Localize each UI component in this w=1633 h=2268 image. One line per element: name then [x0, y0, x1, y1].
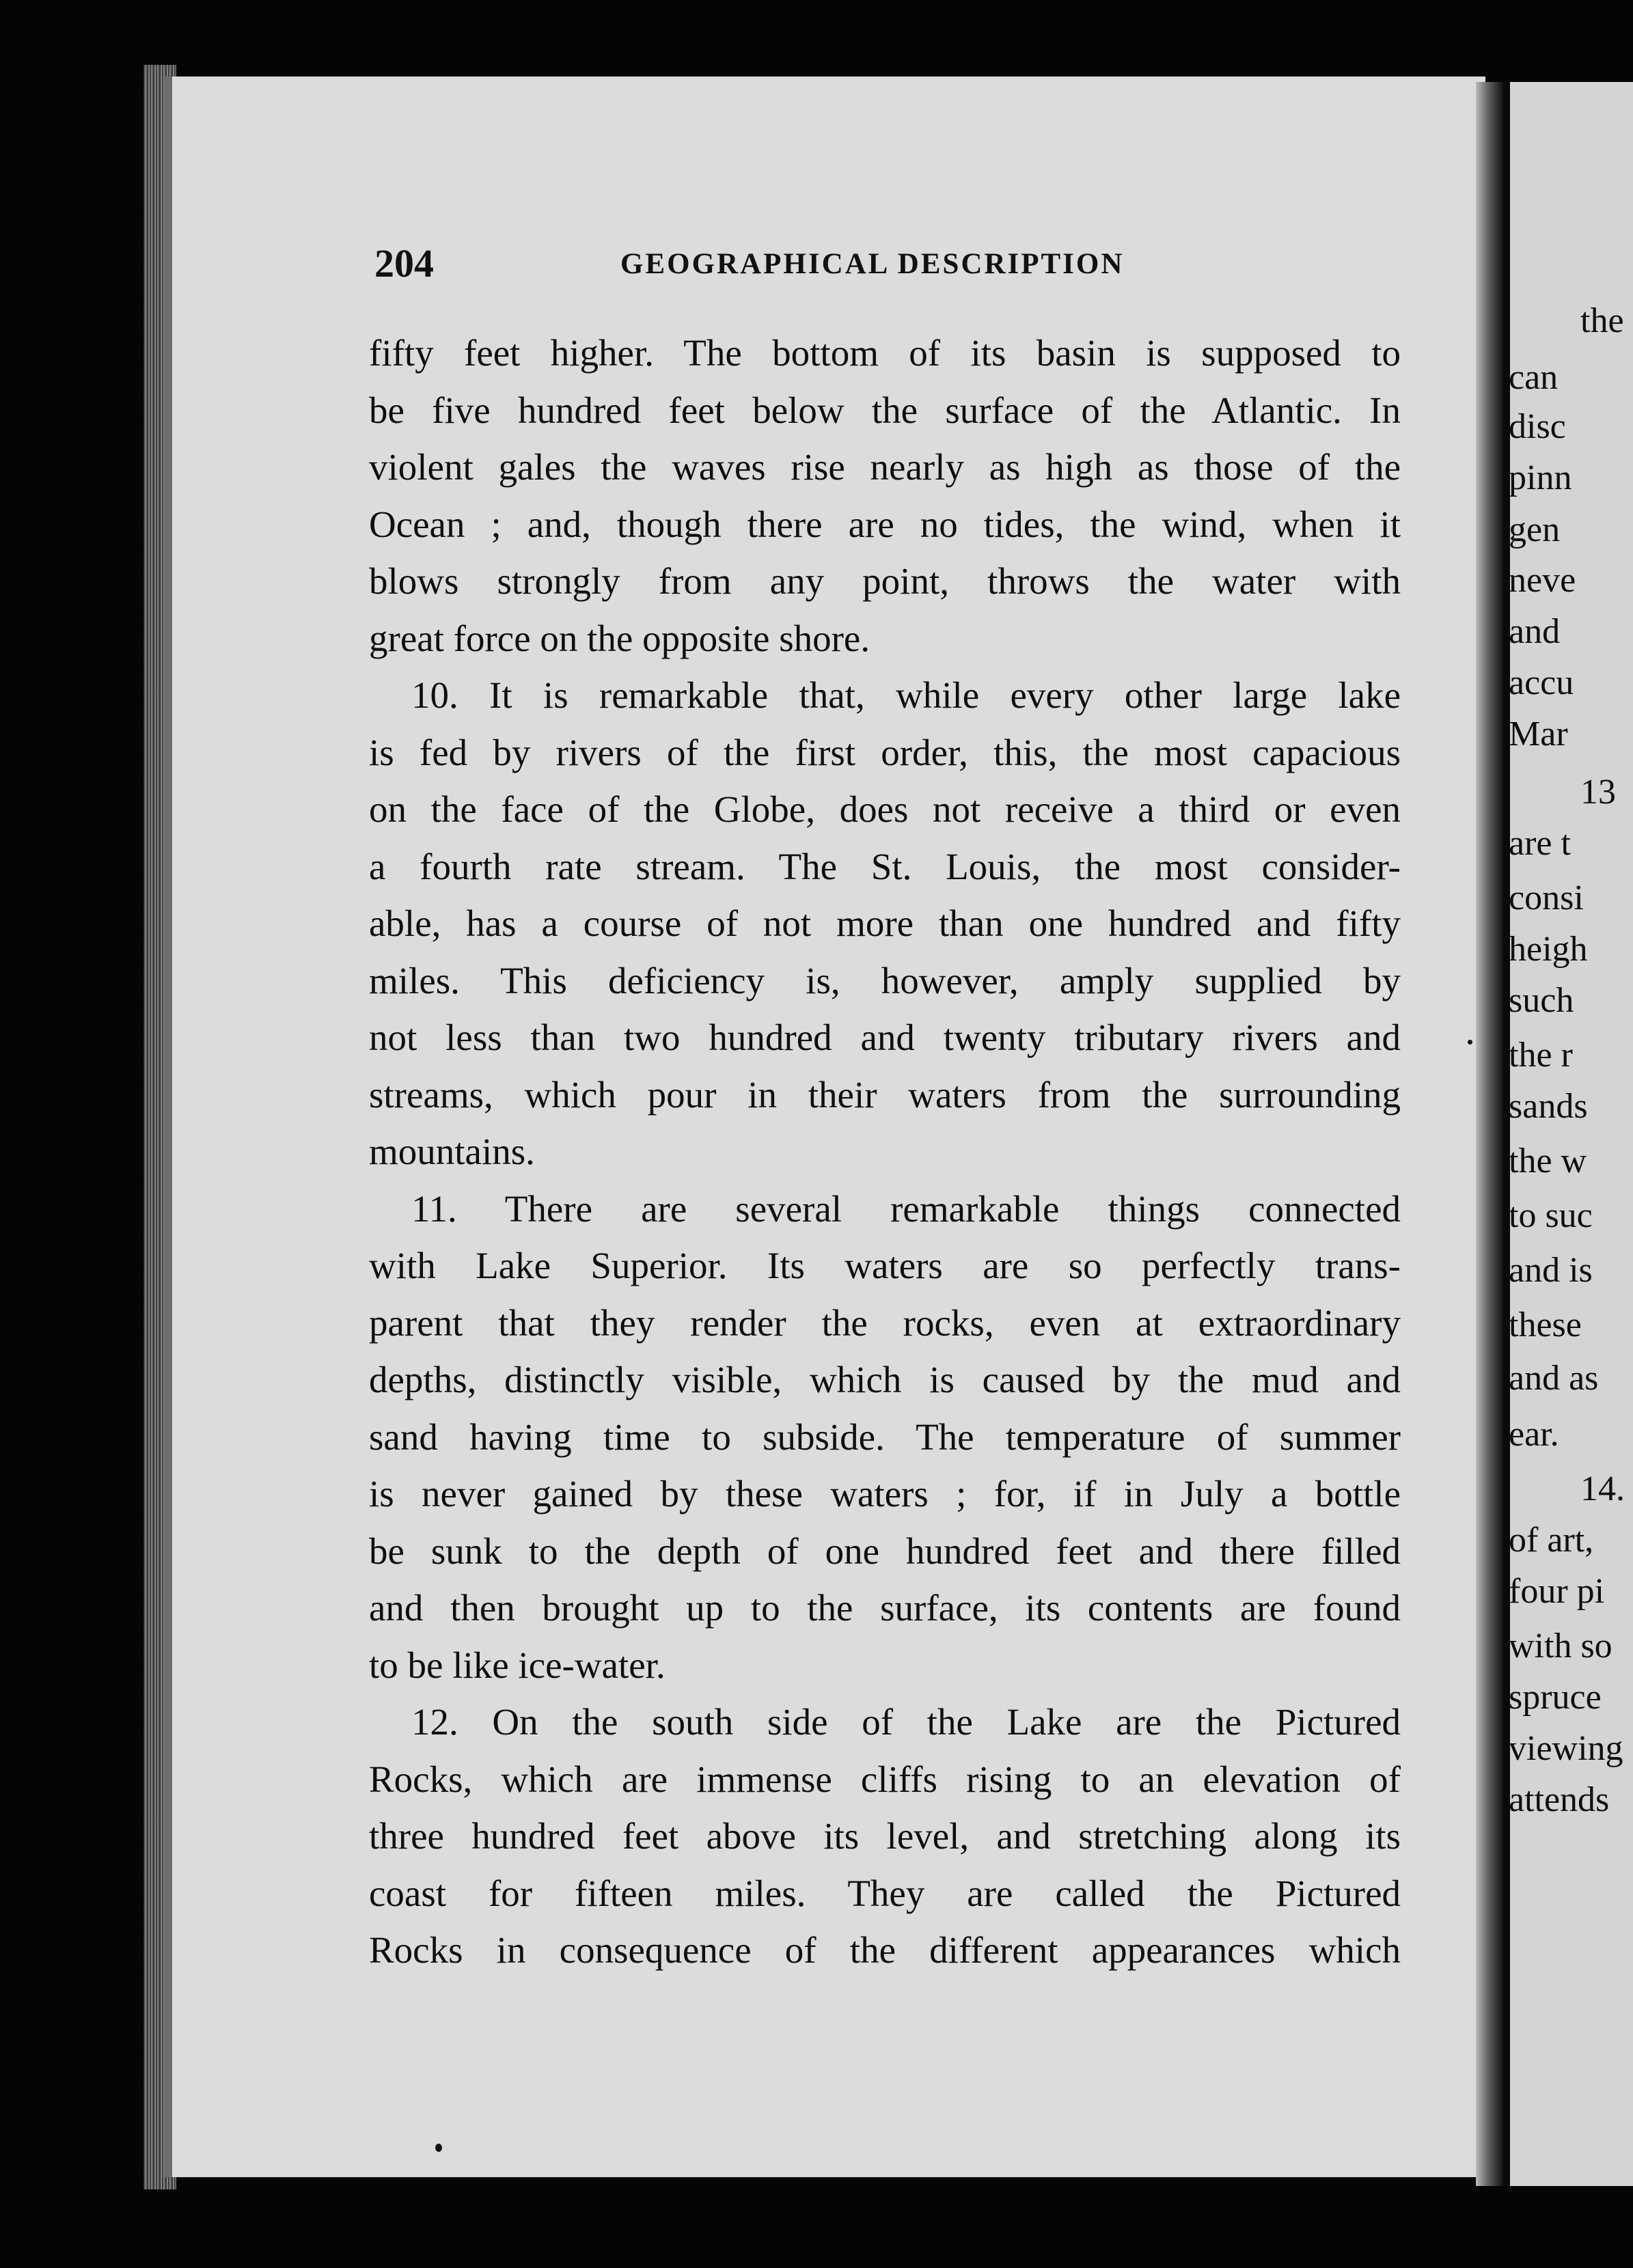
page-number: 204: [374, 241, 434, 286]
adjacent-page-text: [1509, 301, 1633, 1831]
adjacent-text-fragment: and: [1509, 612, 1561, 651]
adjacent-text-fragment: pinn: [1509, 458, 1572, 497]
adjacent-text-fragment: accu: [1509, 663, 1574, 702]
text-line: 12. On the south side of the Lake are the Pictured: [411, 1701, 1401, 1743]
adjacent-text-fragment: the: [1580, 301, 1624, 340]
adjacent-text-fragment: gen: [1509, 510, 1561, 549]
text-line: three hundred feet above its level, and stretching along its: [369, 1815, 1401, 1857]
text-line: able, has a course of not more than one hundred and fifty: [369, 902, 1401, 944]
text-line: 10. It is remarkable that, while every other large lake: [411, 674, 1401, 716]
adjacent-text-fragment: and as: [1509, 1359, 1599, 1398]
text-line: and then brought up to the surface, its contents are found: [369, 1587, 1401, 1629]
adjacent-text-fragment: sands: [1509, 1087, 1588, 1126]
text-line: Rocks in consequence of the different appearances which: [369, 1929, 1401, 1971]
adjacent-text-fragment: attends: [1509, 1780, 1610, 1819]
adjacent-text-fragment: Mar: [1509, 715, 1568, 753]
text-line: is fed by rivers of the first order, this, the most capacious: [369, 731, 1401, 773]
text-line: on the face of the Globe, does not receive a third or even: [369, 788, 1401, 830]
adjacent-text-fragment: such: [1509, 981, 1574, 1020]
text-line: Rocks, which are immense cliffs rising to an elevation of: [369, 1758, 1401, 1800]
adjacent-text-fragment: with so: [1509, 1627, 1613, 1665]
adjacent-text-fragment: disc: [1509, 407, 1566, 446]
adjacent-text-fragment: heigh: [1509, 930, 1588, 969]
text-line: streams, which pour in their waters from the surrounding: [369, 1073, 1401, 1116]
text-line: to be like ice-water.: [369, 1644, 665, 1686]
adjacent-text-fragment: the w: [1509, 1142, 1587, 1180]
adjacent-text-fragment: are t: [1509, 824, 1571, 863]
text-line: is never gained by these waters ; for, if in July a bottle: [369, 1473, 1401, 1515]
text-line: be five hundred feet below the surface of the Atlantic. In: [369, 389, 1401, 431]
adjacent-text-fragment: 14.: [1580, 1469, 1625, 1508]
adjacent-text-fragment: these: [1509, 1305, 1582, 1344]
ink-speck: [435, 2144, 442, 2152]
adjacent-text-fragment: viewing: [1509, 1729, 1623, 1768]
text-line: mountains.: [369, 1131, 535, 1172]
text-line: coast for fifteen miles. They are called the Pictured: [369, 1872, 1401, 1914]
adjacent-text-fragment: and is: [1509, 1251, 1593, 1290]
adjacent-text-fragment: ear.: [1509, 1415, 1559, 1454]
book-gutter: [1476, 82, 1503, 2186]
text-line: great force on the opposite shore.: [369, 617, 870, 659]
adjacent-text-fragment: the r: [1509, 1036, 1573, 1075]
text-line: miles. This deficiency is, however, amply supplied by: [369, 959, 1401, 1001]
text-line: a fourth rate stream. The St. Louis, the most consider-: [369, 845, 1401, 887]
adjacent-text-fragment: spruce: [1509, 1678, 1602, 1717]
text-line: with Lake Superior. Its waters are so perfectly trans-: [369, 1245, 1401, 1286]
adjacent-text-fragment: of art,: [1509, 1521, 1594, 1560]
text-line: fifty feet higher. The bottom of its basin is supposed to: [369, 332, 1401, 374]
text-line: parent that they render the rocks, even at extraordinary: [369, 1301, 1401, 1344]
adjacent-text-fragment: neve: [1509, 561, 1576, 600]
text-line: be sunk to the depth of one hundred feet and there filled: [369, 1530, 1401, 1572]
text-line: blows strongly from any point, throws the water with: [369, 560, 1401, 602]
text-line: violent gales the waves rise nearly as high as those of the: [369, 446, 1401, 488]
running-head: GEOGRAPHICAL DESCRIPTION: [620, 248, 1125, 280]
ink-speck: [1468, 1040, 1472, 1045]
adjacent-text-fragment: to suc: [1509, 1196, 1593, 1235]
adjacent-text-fragment: four pi: [1509, 1572, 1605, 1611]
text-line: not less than two hundred and twenty tributary rivers and: [369, 1017, 1401, 1058]
text-line: Ocean ; and, though there are no tides, the wind, when it: [369, 503, 1401, 545]
page-header: [374, 240, 1399, 288]
adjacent-text-fragment: 13: [1580, 773, 1616, 812]
adjacent-text-fragment: can: [1509, 358, 1559, 397]
body-text: [369, 324, 1401, 1979]
adjacent-text-fragment: consi: [1509, 879, 1584, 917]
text-line: depths, distinctly visible, which is caused by the mud and: [369, 1359, 1401, 1400]
text-line: sand having time to subside. The temperature of summer: [369, 1415, 1401, 1458]
text-line: 11. There are several remarkable things connected: [411, 1187, 1401, 1230]
